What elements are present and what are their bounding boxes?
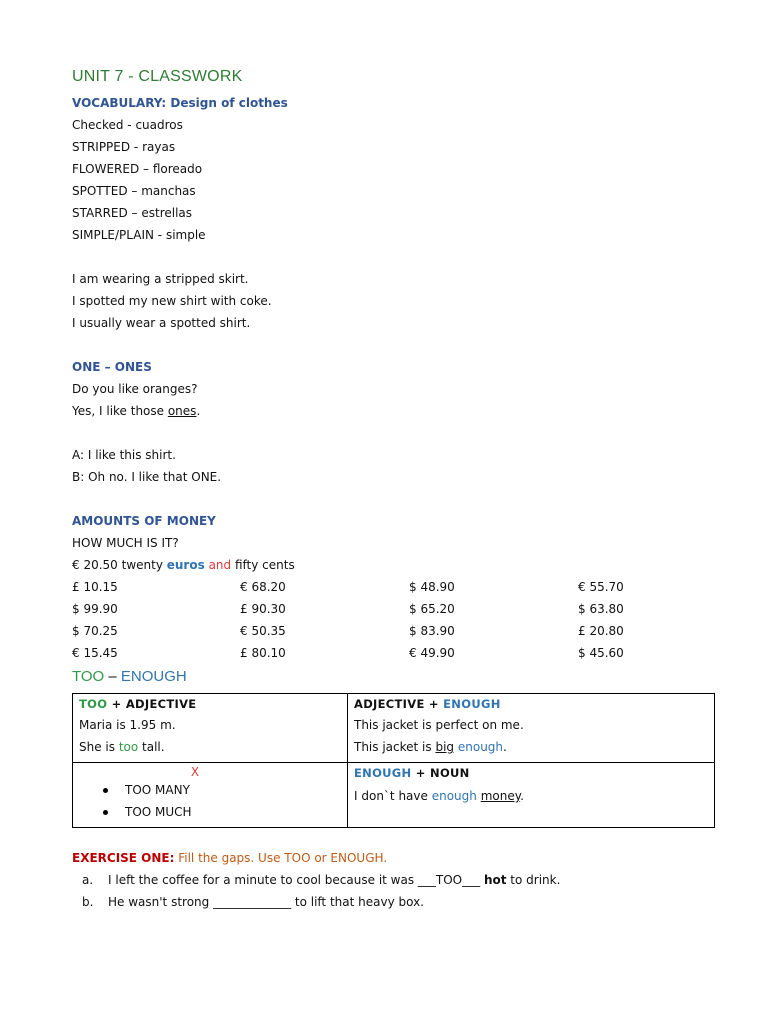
list-item: TOO MANY xyxy=(125,779,341,801)
header-plus: + xyxy=(424,697,444,711)
money-question: HOW MUCH IS IT? xyxy=(72,536,179,550)
price-cell: € 68.20 xyxy=(240,580,286,594)
enough-example-2 xyxy=(354,736,708,758)
one-ones-question: Do you like oranges? xyxy=(72,382,198,396)
one-ones-heading: ONE – ONES xyxy=(72,360,152,374)
price-cell: $ 65.20 xyxy=(409,602,455,616)
answer-suffix: . xyxy=(196,404,201,418)
too-adjective-header xyxy=(79,696,341,714)
money-example-post: fifty cents xyxy=(231,558,295,572)
item-letter: a. xyxy=(82,873,94,887)
price-cell: $ 70.25 xyxy=(72,624,118,638)
item-text-pre: I left the coffee for a minute to cool because it was ___TOO___ xyxy=(108,873,484,887)
price-cell: £ 80.10 xyxy=(240,646,286,660)
dialog-line-a: A: I like this shirt. xyxy=(72,448,176,462)
item-text-post: to drink. xyxy=(506,873,561,887)
noun-example-post: . xyxy=(520,789,524,803)
enough-example-2-pre: This jacket is xyxy=(354,740,436,754)
too-example-1: Maria is 1.95 m. xyxy=(79,718,176,732)
price-cell: € 55.70 xyxy=(578,580,624,594)
price-cell: $ 48.90 xyxy=(409,580,455,594)
vocab-item: SIMPLE/PLAIN - simple xyxy=(72,228,206,242)
too-example-2-too: too xyxy=(118,740,139,754)
exercise-label: EXERCISE ONE: xyxy=(72,851,175,865)
vocab-item: Checked - cuadros xyxy=(72,118,183,132)
header-too: TOO xyxy=(79,697,108,711)
too-example-2-pre: She is xyxy=(79,740,119,754)
too-adjective-cell xyxy=(73,694,348,763)
vocab-item: STARRED – estrellas xyxy=(72,206,193,220)
too-enough-title xyxy=(72,668,187,685)
vocabulary-heading xyxy=(72,96,288,110)
money-example-and: and xyxy=(208,558,232,572)
answer-underlined: ones xyxy=(167,404,197,418)
price-cell: $ 63.80 xyxy=(578,602,624,616)
money-heading: AMOUNTS OF MONEY xyxy=(72,514,216,528)
too-example-2 xyxy=(79,736,341,758)
vocab-item: SPOTTED – manchas xyxy=(72,184,196,198)
title-too: TOO xyxy=(72,668,105,685)
header-noun: NOUN xyxy=(430,766,470,780)
price-cell: € 49.90 xyxy=(409,646,455,660)
list-item: TOO MUCH xyxy=(125,801,341,823)
header-adjective: ADJECTIVE xyxy=(125,697,197,711)
price-cell: $ 45.60 xyxy=(578,646,624,660)
price-cell: € 15.45 xyxy=(72,646,118,660)
page-title: UNIT 7 - CLASSWORK xyxy=(72,68,243,85)
adjective-enough-header xyxy=(354,696,708,714)
price-cell: £ 20.80 xyxy=(578,624,624,638)
enough-noun-header xyxy=(354,765,708,783)
exercise-heading xyxy=(72,851,387,865)
vocab-item: STRIPPED - rayas xyxy=(72,140,176,154)
item-text xyxy=(108,891,424,913)
vocab-example: I usually wear a spotted shirt. xyxy=(72,316,251,330)
vocab-example: I spotted my new shirt with coke. xyxy=(72,294,272,308)
adjective-enough-cell xyxy=(348,694,715,763)
enough-example-2-post: . xyxy=(503,740,507,754)
one-ones-answer xyxy=(72,404,200,418)
price-cell: $ 83.90 xyxy=(409,624,455,638)
item-text-bold: hot xyxy=(483,873,507,887)
enough-example-2-enough: enough xyxy=(457,740,504,754)
exercise-list xyxy=(72,869,714,913)
price-cell: £ 90.30 xyxy=(240,602,286,616)
price-row xyxy=(72,580,714,602)
price-grid xyxy=(72,580,714,668)
money-example-pre: € 20.50 twenty xyxy=(72,558,167,572)
enough-example-1: This jacket is perfect on me. xyxy=(354,718,524,732)
item-text-pre: He wasn't strong _____________ to lift that heavy box. xyxy=(108,895,424,909)
header-adjective: ADJECTIVE xyxy=(354,697,425,711)
exercise-item xyxy=(72,891,714,913)
price-cell: £ 10.15 xyxy=(72,580,118,594)
noun-example-enough: enough xyxy=(431,789,477,803)
price-cell: $ 99.90 xyxy=(72,602,118,616)
header-plus: + xyxy=(411,766,431,780)
x-mark: X xyxy=(190,765,200,779)
title-dash: – xyxy=(104,668,121,685)
item-text xyxy=(108,869,560,891)
exercise-item xyxy=(72,869,714,891)
vocabulary-topic: Design of clothes xyxy=(166,96,288,110)
vocabulary-label: VOCABULARY: xyxy=(72,96,167,110)
header-enough: ENOUGH xyxy=(443,697,501,711)
noun-example xyxy=(354,785,708,807)
money-example xyxy=(72,558,295,572)
price-cell: € 50.35 xyxy=(240,624,286,638)
price-row xyxy=(72,646,714,668)
dialog-line-b: B: Oh no. I like that ONE. xyxy=(72,470,222,484)
too-many-much-cell xyxy=(73,763,348,828)
noun-example-money: money xyxy=(480,789,521,803)
answer-text: Yes, I like those xyxy=(72,404,168,418)
too-enough-table xyxy=(72,693,715,828)
exercise-instruction: Fill the gaps. Use TOO or ENOUGH. xyxy=(174,851,388,865)
enough-example-2-big: big xyxy=(435,740,455,754)
money-example-euros: euros xyxy=(166,558,205,572)
too-example-2-post: tall. xyxy=(138,740,165,754)
price-row xyxy=(72,624,714,646)
item-letter: b. xyxy=(82,895,94,909)
title-enough: ENOUGH xyxy=(120,668,187,685)
noun-example-pre: I don`t have xyxy=(354,789,432,803)
header-plus: + xyxy=(107,697,126,711)
header-enough: ENOUGH xyxy=(354,766,412,780)
vocab-item: FLOWERED – floreado xyxy=(72,162,203,176)
too-list xyxy=(79,779,341,823)
vocab-example: I am wearing a stripped skirt. xyxy=(72,272,249,286)
enough-noun-cell xyxy=(348,763,715,828)
price-row xyxy=(72,602,714,624)
